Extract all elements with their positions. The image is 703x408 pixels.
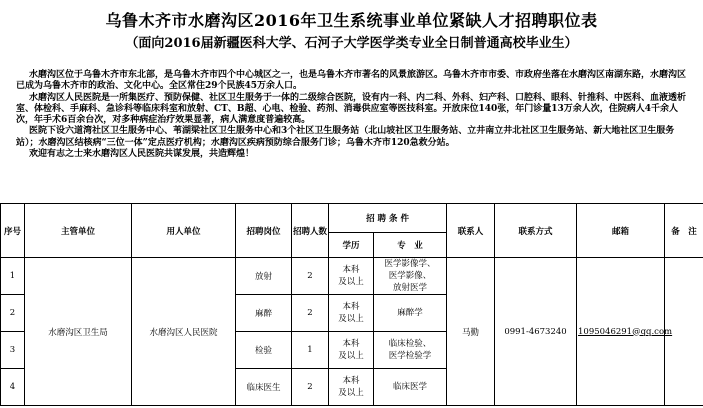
major-text: 医学影像、 xyxy=(388,271,432,281)
major-text: 麻醉学 xyxy=(397,308,423,318)
header-email: 邮箱 xyxy=(577,204,665,258)
table-row xyxy=(1,258,703,295)
position-cell: 放射 xyxy=(236,258,292,295)
major-text: 医学影像学、 xyxy=(384,259,436,269)
email-cell xyxy=(577,258,673,406)
seq-cell: 1 xyxy=(1,258,25,295)
count-cell: 1 xyxy=(292,332,329,369)
major-text: 医学检验学 xyxy=(388,351,432,361)
major-cell xyxy=(374,369,447,406)
education-cell xyxy=(329,369,374,406)
header-seq: 序号 xyxy=(1,204,25,258)
education-cell xyxy=(329,258,374,295)
count-cell: 2 xyxy=(292,369,329,406)
seq-cell: 2 xyxy=(1,295,25,332)
major-cell xyxy=(374,295,447,332)
count-cell: 2 xyxy=(292,258,329,295)
major-text: 临床医学 xyxy=(393,382,428,392)
intro-text xyxy=(16,70,694,160)
education-text: 本科 xyxy=(342,302,360,312)
seq-cell: 3 xyxy=(1,332,25,369)
recruitment-table xyxy=(0,203,703,406)
major-cell xyxy=(374,332,447,369)
dept-cell: 水磨沟区卫生局 xyxy=(25,258,132,406)
email-link[interactable]: 1095046291@qq.com xyxy=(578,326,673,337)
position-cell: 临床医生 xyxy=(236,369,292,406)
education-text: 及以上 xyxy=(338,388,364,398)
education-text: 本科 xyxy=(342,376,360,386)
education-text: 及以上 xyxy=(338,351,364,361)
header-employer: 用人单位 xyxy=(132,204,236,258)
header-phone: 联系方式 xyxy=(495,204,577,258)
header-position: 招聘岗位 xyxy=(236,204,292,258)
employer-cell: 水磨沟区人民医院 xyxy=(132,258,236,406)
header-conditions: 招 聘 条 件 xyxy=(329,204,447,233)
position-cell: 检验 xyxy=(236,332,292,369)
phone-cell: 0991-4673240 xyxy=(495,258,577,406)
header-dept: 主管单位 xyxy=(25,204,132,258)
header-notes: 备 注 xyxy=(665,204,703,258)
education-cell xyxy=(329,332,374,369)
education-text: 及以上 xyxy=(338,314,364,324)
education-text: 本科 xyxy=(342,265,360,275)
header-count: 招聘人数 xyxy=(292,204,329,258)
page-title: 乌鲁木齐市水磨沟区2016年卫生系统事业单位紧缺人才招聘职位表 xyxy=(105,11,598,30)
major-text: 临床检验、 xyxy=(388,339,432,349)
major-text: 放射医学 xyxy=(393,283,428,293)
intro-paragraph: 欢迎有志之士来水磨沟区人民医院共谋发展，共造辉煌！ xyxy=(29,149,255,160)
major-cell xyxy=(374,258,447,295)
header-contact: 联系人 xyxy=(447,204,495,258)
education-text: 本科 xyxy=(342,339,360,349)
education-text: 及以上 xyxy=(338,277,364,287)
table-body xyxy=(1,258,703,406)
education-cell xyxy=(329,295,374,332)
position-cell: 麻醉 xyxy=(236,295,292,332)
page-subtitle: （面向2016届新疆医科大学、石河子大学医学类专业全日制普通高校毕业生） xyxy=(125,36,578,51)
header-education: 学历 xyxy=(329,233,374,258)
intro-paragraph: 水磨沟区位于乌鲁木齐市东北部，是乌鲁木齐市四个中心城区之一，也是乌鲁木齐市著名的风景旅游区。乌鲁木齐市市委、市政府坐落在水磨沟区南湖东路，水磨沟区已成为乌鲁木齐市的政治、文化中心。全区常住29个民族45万余人口。 xyxy=(16,70,687,92)
contact-cell: 马勤 xyxy=(447,258,495,406)
intro-paragraph: 医院下设六道湾社区卫生服务中心、苇湖梁社区卫生服务中心和3个社区卫生服务站（北山坡社区卫生服务站、立井南立井北社区卫生服务站、新大地社区卫生服务站）；水磨沟区结核病“三位一体”定点医疗机构；水磨沟区疾病预防综合服务门诊；乌鲁木齐市120急救分站。 xyxy=(16,126,675,148)
seq-cell: 4 xyxy=(1,369,25,406)
count-cell: 2 xyxy=(292,295,329,332)
header-major: 专 业 xyxy=(374,233,447,258)
intro-paragraph: 水磨沟区人民医院是一所集医疗、预防保健、社区卫生服务于一体的二级综合医院，设有内一科、内二科、外科、妇产科、口腔科、眼科、针推科、中医科、血液透析室、体检科、手麻科、急诊科等临床科室和放射、CT、B超、心电、检验、药剂、消毒供应室等医技科室。开放床位140张，年门诊量13万余人次，住院病人4千余人次，年手术6百余台次，对多种病症治疗效果显著，病人满意度普遍较高。 xyxy=(16,92,687,126)
